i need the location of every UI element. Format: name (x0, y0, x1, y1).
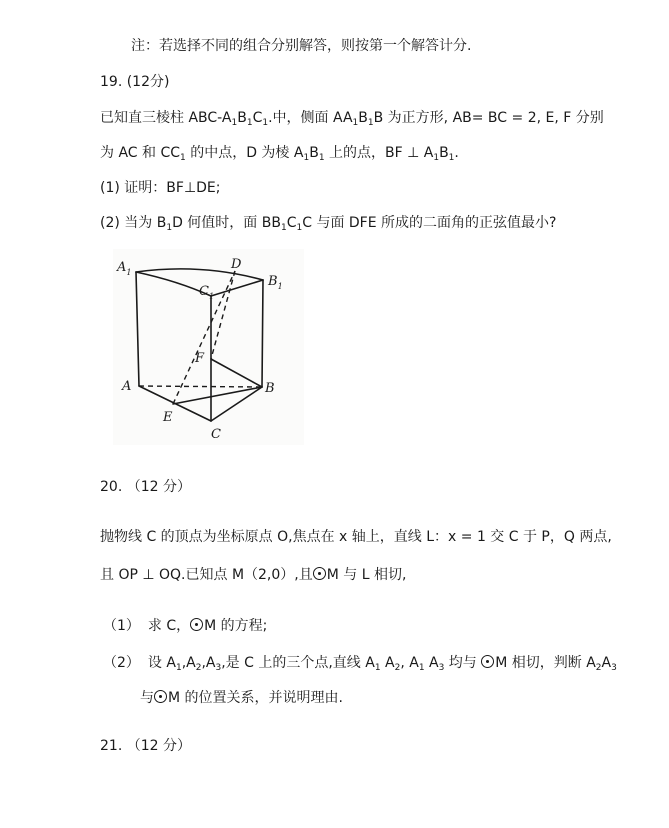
edge-f-b (211, 359, 262, 387)
edge-a1-b1 (136, 269, 263, 280)
hidden-edge-a-b (139, 386, 262, 387)
q20-body1: 抛物线 C 的顶点为坐标原点 O,焦点在 x 轴上，直线 L：x = 1 交 C 于 P，Q 两点, (100, 529, 612, 545)
q19-line1: 已知直三棱柱 ABC-$A_1B_1C_1$.中，侧面 $AA_1B_1B$ 为正方形, AB= BC = 2, E, F 分别 (100, 110, 604, 128)
label-b: B (265, 381, 275, 396)
q20-part1: （1） 求 C， M 的方程; (103, 618, 268, 634)
label-a: A (122, 379, 132, 394)
q20-body2: 且 OP ⊥ OQ.已知点 M（2,0）,且 M 与 L 相切, (100, 567, 407, 583)
label-e: E (163, 410, 173, 425)
circle-dot-icon (154, 690, 167, 703)
prism-diagram (113, 249, 304, 445)
q20-part2: （2） 设 $A_1,A_2,A_3$,是 C 上的三个点,直线 $A_1$ $A_2$, $A_1$ $A_3$ 均与 M 相切，判断 $A_2A_3$ (103, 655, 617, 673)
edge-c1-b1 (211, 280, 263, 296)
circle-dot-icon (481, 655, 494, 668)
note-text: 注：若选择不同的组合分别解答，则按第一个解答计分. (131, 38, 472, 54)
hidden-edge-d-f (211, 271, 235, 359)
label-a1: $A_1$ (117, 260, 132, 277)
label-f: F (195, 351, 205, 366)
q20-header: 20. （12 分） (100, 479, 191, 495)
q19-part1: (1) 证明：BF⊥DE; (100, 180, 221, 196)
circle-dot-icon (313, 567, 326, 580)
q19-line2: 为 AC 和 $CC_1$ 的中点，D 为棱 $A_1B_1$ 上的点，BF ⊥ $A_1B_1$. (100, 145, 459, 163)
circle-dot-icon (190, 618, 203, 631)
q19-header: 19. (12分) (100, 74, 170, 90)
q21-header: 21. （12 分） (100, 738, 191, 754)
label-c: C (211, 427, 221, 442)
prism-figure (113, 249, 304, 445)
edge-a1-a (136, 272, 139, 386)
q20-part2-continued: 与 M 的位置关系，并说明理由. (140, 690, 343, 706)
q19-part2: (2) 当为 $B_1D$ 何值时，面 $BB_1C_1C$ 与面 DFE 所成的二面角的正弦值最小? (100, 215, 557, 233)
label-d: D (231, 257, 242, 272)
label-c1: $C_1$ (199, 284, 215, 301)
edge-b1-b (262, 280, 263, 387)
label-b1: $B_1$ (268, 274, 283, 291)
